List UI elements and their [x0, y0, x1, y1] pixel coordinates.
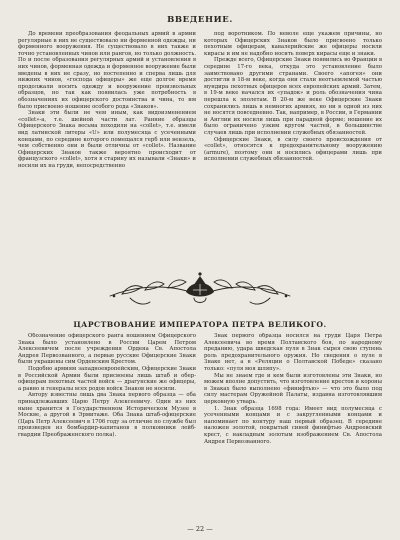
- paragraph: 1. Знак образца 1698 года: Имеет вид полумесяца с усеченными концами и с закругленными концами и напоминает по контуру наш первый образец. В середине наложен золотой, покрытый синей финифтью Андреевский крест, с накладным золотым изображением Св. Апостола Андрея Первозванного.: [204, 405, 382, 445]
- decorative-ornament: [90, 262, 310, 312]
- intro-right-column: [204, 31, 382, 263]
- paragraph: До времени преобразования феодальных армий в армии регулярные в них не существовало ни форменной одежды, ни форменного вооружения. Не существовало в них также и точно установленных чинов или рангов, но только должность. По и после образования регулярных армий и установления в них чинов, форменная одежда и форменное вооружение были введены в них не сразу, но постепенно и сперва лишь для нижних чинов, «господа офицеры» же еще долгое время продолжали носить одежду и вооружение произвольных образцов, но так как появилась уже потребность в обозначениях их офицерского достоинства и чина, то им было присвоено ношение особого рода «Знаков».: [18, 31, 196, 110]
- intro-left-column: [18, 31, 196, 263]
- header-title: ВВЕДЕНИЕ.: [167, 15, 233, 25]
- section-title: ЦАРСТВОВАНИЕ ИМПЕРАТОРА ПЕТРА ВЕЛИКОГО.: [73, 320, 327, 329]
- section-right-column: [204, 333, 382, 517]
- paragraph: Знаки эти были не чем иным, как видоизменением «collet»-а, т.е. шейной части лат. Ранние образцы Офицерского Знака весьма походили на «collet», т.е. имели вид латинской литеры «U» или полумесяца с усеченными концами, по середине которого помещался герб или вензель, чем собственно они и были отличны от «collet». Название Офицерских Знаков также вероятно происходит от французского «collet», хотя в старину их называли «Знаки» и носили их на груди, непосредственно: [18, 110, 196, 169]
- paragraph: Мы не знаем где и кем были изготовлены эти Знаки, но можем вполне допустить, что изготовление крестов и короны в Знаках было выполнено «финифтью» — что это было под силу мастерам Оружейной Палаты, издавна изготовлявшим церковную утварь.: [204, 372, 382, 405]
- paragraph: Офицерские Знаки, в силу своего происхождения от «collet», относятся к предохранительному вооружению (armure), поэтому они и носились офицерами лишь при исполнении служебных обязанностей.: [204, 136, 382, 163]
- section-left-column: [18, 333, 196, 517]
- paragraph: Подобно армиям западноевропейским, Офицерские Знаки в Российской Армии были присвоены лишь штаб и обер-офицерам пехотных частей войск — драгунские же офицеры, а равно и генералы всех родов войск Знаков не носили.: [18, 365, 196, 392]
- paragraph: Автору известны лишь два Знака первого образца — оба принадлежавших Царю Петру Алексеевичу. Один из них ныне хранится в Государственном Историческом Музее в Москве, а другой в Эрмитаже. Оба Знака штаб-офицерские (Царь Петр Алексеевич в 1706 году за отличие по службе был произведен из бомбардир-капитанов в полковники лейб-гвардии Преображенского полка).: [18, 392, 196, 438]
- paragraph: Прежде всего, Офицерские Знаки появились во Франции в середине 17-го века, откуда это установление было заимствовано другими странами. Своего «апогея» они достигли в 18-м веке, когда они стали неотъемлемой частью мундира пехотных офицеров всех европейских армий. Затем, в 19-м веке начался их «упадок» и роль обозначения чина перешла к эполетам. В 20-м же веке Офицерские Знаки сохранились лишь в немногих армиях, но ни в одной из них не носятся повседневно. Так, например, в России, в Германии и Англии их носили лишь при парадной форме; ношение их было ограничено узким кругом частей, в большинстве случаев лишь при исполнении служебных обязанностей.: [204, 57, 382, 136]
- paragraph: Знак первого образца носился на груди Царя Петра Алексеевича во время Полтавского боя, по народному преданию, удара шведская пуля в Знак сырея свою ступень роль предохранительного оружия. Но сведения о пуле в Знаке нет, а в «Реляции о Полтавской Победе» сказано только: «пуля моя шляпу».: [204, 333, 382, 372]
- page-number: — 22 —: [187, 525, 213, 533]
- paragraph: Обозначение офицерского ранга ношением Офицерского Знака было установлено в России Царем Петром Алексеевичем после учреждения Ордена Св. Апостола Андрея Первозванного, а первые русские Офицерские Знаки были украшены сим Орденским Крестом.: [18, 333, 196, 366]
- paragraph: под воротником. По неволе еще укажем причины, но которых Офицерских Знаков было присвоено только пехотным офицерам, кавалерийские же офицеры носили кирасы и им не надобно носить поверх кирасы еще и знаки.: [204, 31, 382, 57]
